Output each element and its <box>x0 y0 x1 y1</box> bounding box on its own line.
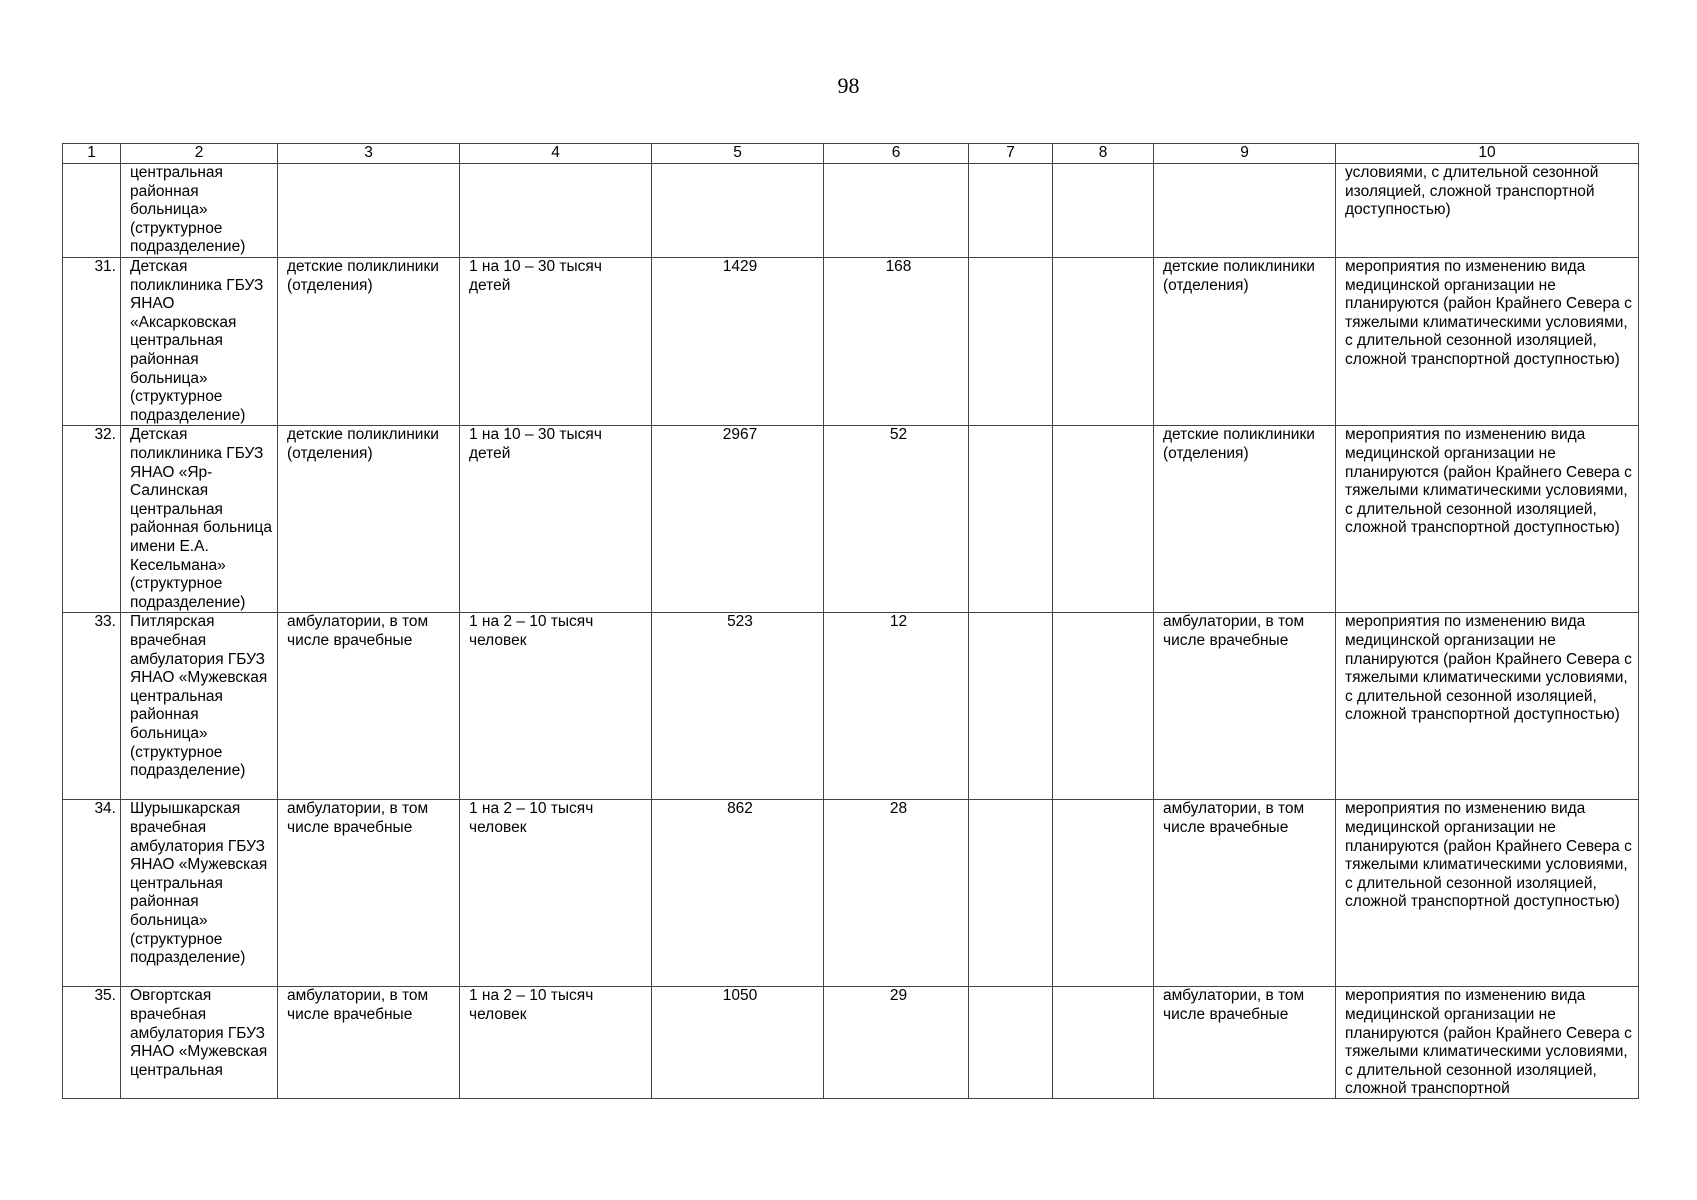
table-cell <box>278 164 460 258</box>
table-cell <box>63 164 121 258</box>
value-col7 <box>969 258 1053 426</box>
value-col6: 29 <box>824 987 969 1099</box>
value-col6: 52 <box>824 426 969 613</box>
value-col10: мероприятия по изменению вида медицинской организации не планируются (район Крайнего Севера с тяжелыми климатическими условиями, с длительной сезонной изоляцией, сложной транспортной доступностью) <box>1336 426 1639 613</box>
row-number: 34. <box>63 800 121 987</box>
table-cell <box>1053 164 1154 258</box>
norm: 1 на 10 – 30 тысяч детей <box>460 426 652 613</box>
value-col5: 2967 <box>652 426 824 613</box>
norm: 1 на 10 – 30 тысяч детей <box>460 258 652 426</box>
data-table <box>62 143 1639 1099</box>
value-col5: 523 <box>652 613 824 800</box>
column-header: 5 <box>652 144 824 164</box>
cell-text: центральная районная больница» (структурное подразделение) <box>130 164 246 256</box>
table-cell <box>1336 164 1639 258</box>
organization-name: Питлярская врачебная амбулатория ГБУЗ ЯНАО «Мужевская центральная районная больница» (структурное подразделение) <box>121 613 278 800</box>
value-col9: амбулатории, в том числе врачебные <box>1154 800 1336 987</box>
value-col7 <box>969 987 1053 1099</box>
organization-name: Овгортская врачебная амбулатория ГБУЗ ЯНАО «Мужевская центральная <box>130 987 268 1079</box>
unit-type: детские поликлиники (отделения) <box>278 258 460 426</box>
table-row-continued <box>63 164 1639 258</box>
column-header: 7 <box>969 144 1053 164</box>
value-col8 <box>1053 800 1154 987</box>
table-cell <box>121 987 278 1099</box>
column-number-header-row <box>63 144 1639 164</box>
organization-name: Детская поликлиника ГБУЗ ЯНАО «Яр-Салинская центральная районная больница имени Е.А. Кесельмана» (структурное подразделение) <box>121 426 278 613</box>
value-col10: мероприятия по изменению вида медицинской организации не планируются (район Крайнего Севера с тяжелыми климатическими условиями, с длительной сезонной изоляцией, сложной транспортной <box>1345 987 1632 1098</box>
value-col6: 28 <box>824 800 969 987</box>
organization-name: Детская поликлиника ГБУЗ ЯНАО «Аксарковская центральная районная больница» (структурное подразделение) <box>121 258 278 426</box>
value-col5: 1050 <box>652 987 824 1099</box>
unit-type: амбулатории, в том числе врачебные <box>278 613 460 800</box>
column-header: 3 <box>278 144 460 164</box>
value-col5: 862 <box>652 800 824 987</box>
norm: 1 на 2 – 10 тысяч человек <box>460 613 652 800</box>
value-col9: детские поликлиники (отделения) <box>1154 258 1336 426</box>
unit-type: детские поликлиники (отделения) <box>278 426 460 613</box>
column-header: 9 <box>1154 144 1336 164</box>
value-col8 <box>1053 258 1154 426</box>
table-cell <box>121 164 278 258</box>
table-cell <box>1336 987 1639 1099</box>
row-number: 31. <box>63 258 121 426</box>
value-col10: мероприятия по изменению вида медицинской организации не планируются (район Крайнего Севера с тяжелыми климатическими условиями, с длительной сезонной изоляцией, сложной транспортной доступностью) <box>1336 800 1639 987</box>
table-row <box>63 613 1639 800</box>
table-row <box>63 800 1639 987</box>
norm: 1 на 2 – 10 тысяч человек <box>460 987 652 1099</box>
value-col6: 168 <box>824 258 969 426</box>
table-cell <box>824 164 969 258</box>
value-col7 <box>969 426 1053 613</box>
column-header: 1 <box>63 144 121 164</box>
value-col10: мероприятия по изменению вида медицинской организации не планируются (район Крайнего Севера с тяжелыми климатическими условиями, с длительной сезонной изоляцией, сложной транспортной доступностью) <box>1336 613 1639 800</box>
unit-type: амбулатории, в том числе врачебные <box>278 987 460 1099</box>
column-header: 4 <box>460 144 652 164</box>
value-col9: амбулатории, в том числе врачебные <box>1154 613 1336 800</box>
column-header: 2 <box>121 144 278 164</box>
table-cell <box>460 164 652 258</box>
value-col7 <box>969 613 1053 800</box>
column-header: 6 <box>824 144 969 164</box>
value-col7 <box>969 800 1053 987</box>
organization-name: Шурышкарская врачебная амбулатория ГБУЗ ЯНАО «Мужевская центральная районная больница» (структурное подразделение) <box>121 800 278 987</box>
table-cell <box>1154 164 1336 258</box>
column-header: 8 <box>1053 144 1154 164</box>
norm: 1 на 2 – 10 тысяч человек <box>460 800 652 987</box>
value-col9: детские поликлиники (отделения) <box>1154 426 1336 613</box>
table-row <box>63 258 1639 426</box>
row-number: 33. <box>63 613 121 800</box>
table-cell <box>969 164 1053 258</box>
cell-text: условиями, с длительной сезонной изоляцией, сложной транспортной доступностью) <box>1345 164 1599 219</box>
value-col5: 1429 <box>652 258 824 426</box>
value-col6: 12 <box>824 613 969 800</box>
value-col9: амбулатории, в том числе врачебные <box>1154 987 1336 1099</box>
value-col8 <box>1053 426 1154 613</box>
table-cell <box>652 164 824 258</box>
value-col8 <box>1053 613 1154 800</box>
unit-type: амбулатории, в том числе врачебные <box>278 800 460 987</box>
column-header: 10 <box>1336 144 1639 164</box>
table-row <box>63 987 1639 1099</box>
value-col10: мероприятия по изменению вида медицинской организации не планируются (район Крайнего Севера с тяжелыми климатическими условиями, с длительной сезонной изоляцией, сложной транспортной доступностью) <box>1336 258 1639 426</box>
row-number: 32. <box>63 426 121 613</box>
value-col8 <box>1053 987 1154 1099</box>
table-row <box>63 426 1639 613</box>
page-number: 98 <box>837 73 860 98</box>
row-number: 35. <box>63 987 121 1099</box>
